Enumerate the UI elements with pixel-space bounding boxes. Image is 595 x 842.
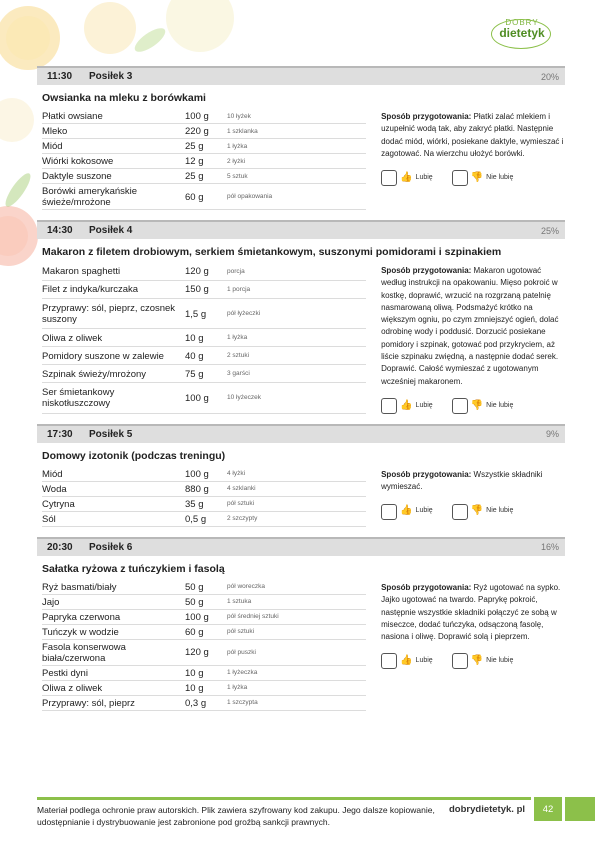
ingredient-name: Miód: [42, 467, 185, 482]
ingredient-quantity: 60 g: [185, 184, 227, 210]
meal-name: Posiłek 5: [89, 428, 133, 440]
ingredient-household-measure: 10 łyżek: [227, 109, 366, 124]
meal-name: Posiłek 4: [89, 225, 133, 236]
preparation-instructions: Makaron ugotować według instrukcji na opakowaniu. Mięso pokroić w kostkę, doprawić, wrzucić na rozgrzaną patelnię nasmarowaną oliwą. Podsmażyć krótko na większym ogniu, po czym zmniejszyć ogień, dolać odrobinę wody i poddusić. Dorzucić posiekane pomidory i szpinak, gotować pod przykryciem, aż liście szpinaku zwiędną, a następnie dodać serek. Doprawić. Całość wymieszać z ugotowanym wcześniej makaronem.: [381, 266, 559, 386]
ingredient-quantity: 880 g: [185, 481, 227, 496]
ingredient-quantity: 150 g: [185, 280, 227, 298]
ingredient-name: Sól: [42, 511, 185, 526]
ingredient-name: Pomidory suszone w zalewie: [42, 347, 185, 365]
meal-section: [37, 220, 565, 414]
meal-time: 17:30: [47, 428, 73, 440]
ingredient-name: Wiórki kokosowe: [42, 154, 185, 169]
ingredient-name: Tuńczyk w wodzie: [42, 624, 185, 639]
ingredient-household-measure: pół łyżeczki: [227, 298, 366, 329]
ingredient-household-measure: 1 łyżka: [227, 680, 366, 695]
ingredient-row: [42, 365, 366, 383]
meal-header: [37, 537, 565, 556]
meal-section: [37, 537, 565, 711]
ingredient-household-measure: 5 sztuk: [227, 169, 366, 184]
ingredient-household-measure: pół sztuki: [227, 496, 366, 511]
thumbs-down-icon: 👎: [470, 172, 484, 184]
ingredient-row: [42, 680, 366, 695]
thumbs-down-icon: 👎: [470, 399, 484, 411]
footer-divider: [37, 797, 531, 800]
ingredient-quantity: 12 g: [185, 154, 227, 169]
ingredient-quantity: 220 g: [185, 124, 227, 139]
thumbs-up-icon: 👍: [400, 505, 413, 517]
ingredient-household-measure: 1 łyżeczka: [227, 665, 366, 680]
dish-title: Makaron z filetem drobiowym, serkiem śmietankowym, suszonymi pomidorami i szpinakiem: [42, 246, 502, 258]
brand-logo: [489, 13, 555, 53]
ingredient-name: Mleko: [42, 124, 185, 139]
ingredient-row: [42, 263, 366, 280]
ingredient-quantity: 10 g: [185, 329, 227, 347]
meal-name: Posiłek 6: [89, 541, 133, 553]
meal-percent: 25%: [540, 225, 559, 236]
ingredient-household-measure: 3 garści: [227, 365, 366, 383]
dislike-checkbox[interactable]: [452, 398, 468, 414]
ingredient-quantity: 40 g: [185, 347, 227, 365]
ingredient-name: Przyprawy: sól, pieprz, czosnek suszony: [42, 298, 185, 329]
dislike-label: Nie lubię: [486, 174, 514, 182]
ingredient-quantity: 100 g: [185, 609, 227, 624]
ingredient-row: [42, 184, 366, 210]
meal-plan: [37, 66, 565, 721]
ingredient-name: Jajo: [42, 594, 185, 609]
preparation-text: [381, 582, 565, 643]
preparation-label: Sposób przygotowania:: [381, 469, 472, 479]
ingredient-row: [42, 496, 366, 511]
like-option[interactable]: [381, 170, 433, 186]
like-option[interactable]: [381, 504, 433, 520]
ingredient-quantity: 1,5 g: [185, 298, 227, 329]
meal-time: 14:30: [47, 225, 73, 236]
preparation-instructions: Wszystkie składniki wymieszać.: [381, 469, 543, 492]
meal-body: [37, 467, 565, 527]
dish-title: Domowy izotonik (podczas treningu): [42, 449, 226, 462]
ingredients-table: [42, 263, 366, 414]
like-label: Lubię: [415, 507, 433, 515]
ingredient-row: [42, 580, 366, 595]
ingredient-household-measure: 10 łyżeczek: [227, 382, 366, 413]
meal-time: 11:30: [47, 71, 73, 82]
ingredient-quantity: 120 g: [185, 263, 227, 280]
meal-body: [37, 109, 565, 210]
thumbs-up-icon: 👍: [400, 172, 413, 184]
meal-body: [37, 263, 565, 414]
ingredient-row: [42, 154, 366, 169]
ingredient-household-measure: 2 sztuki: [227, 347, 366, 365]
ingredient-household-measure: pół średniej sztuki: [227, 609, 366, 624]
ingredient-household-measure: 1 szczypta: [227, 695, 366, 710]
preparation-text: [381, 111, 565, 160]
ingredient-row: [42, 329, 366, 347]
ingredient-household-measure: pół puszki: [227, 639, 366, 665]
thumbs-down-icon: 👎: [470, 505, 484, 517]
dislike-label: Nie lubię: [486, 507, 514, 515]
thumbs-up-icon: 👍: [400, 655, 413, 667]
meal-section: [37, 66, 565, 210]
ingredient-row: [42, 665, 366, 680]
ingredients-table: [42, 580, 366, 711]
ingredient-household-measure: 2 łyżki: [227, 154, 366, 169]
dish-title: Sałatka ryżowa z tuńczykiem i fasolą: [42, 562, 225, 575]
logo-ring: [491, 19, 551, 49]
preparation-label: Sposób przygotowania:: [381, 112, 472, 121]
ingredient-name: Ryż basmati/biały: [42, 580, 185, 595]
like-checkbox[interactable]: [381, 170, 397, 186]
dislike-option[interactable]: [452, 170, 514, 186]
preparation: [381, 582, 565, 711]
ingredient-household-measure: 2 szczypty: [227, 511, 366, 526]
ingredient-name: Płatki owsiane: [42, 109, 185, 124]
dislike-checkbox[interactable]: [452, 170, 468, 186]
preparation: [381, 265, 565, 414]
ingredient-name: Woda: [42, 481, 185, 496]
rating-controls: [381, 170, 565, 186]
ingredient-row: [42, 624, 366, 639]
meal-percent: 9%: [545, 429, 559, 440]
ingredient-quantity: 10 g: [185, 665, 227, 680]
ingredient-household-measure: pół woreczka: [227, 580, 366, 595]
ingredient-quantity: 35 g: [185, 496, 227, 511]
preparation: [381, 469, 565, 527]
ingredient-row: [42, 109, 366, 124]
ingredient-row: [42, 382, 366, 413]
thumbs-down-icon: 👎: [470, 655, 484, 667]
ingredient-household-measure: 1 porcja: [227, 280, 366, 298]
ingredient-quantity: 60 g: [185, 624, 227, 639]
dislike-label: Nie lubię: [486, 657, 514, 665]
ingredient-quantity: 100 g: [185, 382, 227, 413]
ingredient-household-measure: porcja: [227, 263, 366, 280]
ingredient-row: [42, 695, 366, 710]
logo-main-text: dietetyk: [499, 26, 545, 40]
ingredient-household-measure: pół sztuki: [227, 624, 366, 639]
ingredient-name: Pestki dyni: [42, 665, 185, 680]
dislike-option[interactable]: [452, 653, 514, 669]
ingredient-row: [42, 609, 366, 624]
ingredient-name: Fasola konserwowa biała/czerwona: [42, 639, 185, 665]
preparation-label: Sposób przygotowania:: [381, 582, 472, 592]
ingredient-row: [42, 639, 366, 665]
like-checkbox[interactable]: [381, 504, 397, 520]
like-label: Lubię: [415, 401, 433, 409]
ingredient-household-measure: 1 szklanka: [227, 124, 366, 139]
ingredient-name: Oliwa z oliwek: [42, 680, 185, 695]
page-number: 42: [534, 797, 562, 821]
ingredient-name: Borówki amerykańskie świeże/mrożone: [42, 184, 185, 210]
dislike-checkbox[interactable]: [452, 504, 468, 520]
dislike-label: Nie lubię: [486, 401, 514, 409]
meal-header: [37, 220, 565, 239]
like-option[interactable]: [381, 398, 433, 414]
meal-time: 20:30: [47, 541, 73, 553]
like-label: Lubię: [415, 174, 433, 182]
ingredients-table: [42, 467, 366, 527]
meal-name: Posiłek 3: [89, 71, 133, 82]
preparation-label: Sposób przygotowania:: [381, 266, 472, 275]
ingredient-row: [42, 169, 366, 184]
ingredient-name: Miód: [42, 139, 185, 154]
ingredient-row: [42, 139, 366, 154]
ingredient-name: Szpinak świeży/mrożony: [42, 365, 185, 383]
ingredient-quantity: 10 g: [185, 680, 227, 695]
like-label: Lubię: [415, 657, 433, 665]
rating-controls: [381, 653, 565, 669]
ingredient-row: [42, 511, 366, 526]
ingredient-household-measure: 1 łyżka: [227, 329, 366, 347]
dislike-option[interactable]: [452, 398, 514, 414]
ingredient-quantity: 25 g: [185, 169, 227, 184]
footer-website[interactable]: dobrydietetyk. pl: [449, 804, 526, 815]
meal-section: [37, 424, 565, 527]
preparation-text: [381, 265, 565, 388]
ingredients-table: [42, 109, 366, 210]
preparation-text: [381, 469, 565, 494]
ingredient-quantity: 0,3 g: [185, 695, 227, 710]
ingredient-household-measure: pół opakowania: [227, 184, 366, 210]
ingredient-name: Papryka czerwona: [42, 609, 185, 624]
meal-percent: 16%: [540, 542, 559, 553]
meal-body: [37, 580, 565, 711]
preparation: [381, 111, 565, 210]
like-checkbox[interactable]: [381, 653, 397, 669]
logo-top-text: DOBRY: [505, 18, 539, 27]
preparation-instructions: Płatki zalać mlekiem i uzupełnić wodą tak, aby zakryć płatki. Następnie dodać miód, wiórki, posiekane daktyle, wymieszać i zagotować. Na wierzchu ułożyć borówki.: [381, 112, 564, 158]
ingredient-name: Oliwa z oliwek: [42, 329, 185, 347]
dislike-checkbox[interactable]: [452, 653, 468, 669]
ingredient-row: [42, 124, 366, 139]
ingredient-name: Cytryna: [42, 496, 185, 511]
rating-controls: [381, 504, 565, 520]
ingredient-row: [42, 347, 366, 365]
ingredient-household-measure: 1 łyżka: [227, 139, 366, 154]
ingredient-row: [42, 467, 366, 482]
preparation-instructions: Ryż ugotować na sypko. Jajko ugotować na twardo. Paprykę pokroić, następnie wszystkie składniki połączyć ze sobą w miseczce, dodać tuńczyka, odsączoną fasolę, nasiona i oliwę. Doprawić solą i pieprzem.: [381, 582, 561, 642]
ingredient-quantity: 100 g: [185, 109, 227, 124]
copyright-notice: Materiał podlega ochronie praw autorskich. Plik zawiera szyfrowany kod zakupu. Jego dalsze kopiowanie, udostępnianie i dystrybuowanie jest zabronione pod groźbą sankcji prawnych.: [37, 805, 435, 827]
ingredient-quantity: 0,5 g: [185, 511, 227, 526]
ingredient-quantity: 50 g: [185, 594, 227, 609]
like-checkbox[interactable]: [381, 398, 397, 414]
ingredient-name: Przyprawy: sól, pieprz: [42, 695, 185, 710]
ingredient-household-measure: 4 łyżki: [227, 467, 366, 482]
ingredient-name: Daktyle suszone: [42, 169, 185, 184]
thumbs-up-icon: 👍: [400, 399, 413, 411]
ingredient-name: Makaron spaghetti: [42, 263, 185, 280]
dish-title: Owsianka na mleku z borówkami: [42, 92, 206, 104]
dislike-option[interactable]: [452, 504, 514, 520]
footer-accent-block: [565, 797, 595, 821]
ingredient-quantity: 120 g: [185, 639, 227, 665]
ingredient-row: [42, 280, 366, 298]
ingredient-household-measure: 4 szklanki: [227, 481, 366, 496]
ingredient-name: Ser śmietankowy niskotłuszczowy: [42, 382, 185, 413]
ingredient-quantity: 75 g: [185, 365, 227, 383]
rating-controls: [381, 398, 565, 414]
ingredient-name: Filet z indyka/kurczaka: [42, 280, 185, 298]
ingredient-row: [42, 481, 366, 496]
meal-header: [37, 424, 565, 443]
meal-percent: 20%: [540, 71, 559, 82]
ingredient-quantity: 50 g: [185, 580, 227, 595]
like-option[interactable]: [381, 653, 433, 669]
ingredient-row: [42, 594, 366, 609]
ingredient-quantity: 100 g: [185, 467, 227, 482]
ingredient-row: [42, 298, 366, 329]
ingredient-household-measure: 1 sztuka: [227, 594, 366, 609]
ingredient-quantity: 25 g: [185, 139, 227, 154]
meal-header: [37, 66, 565, 85]
